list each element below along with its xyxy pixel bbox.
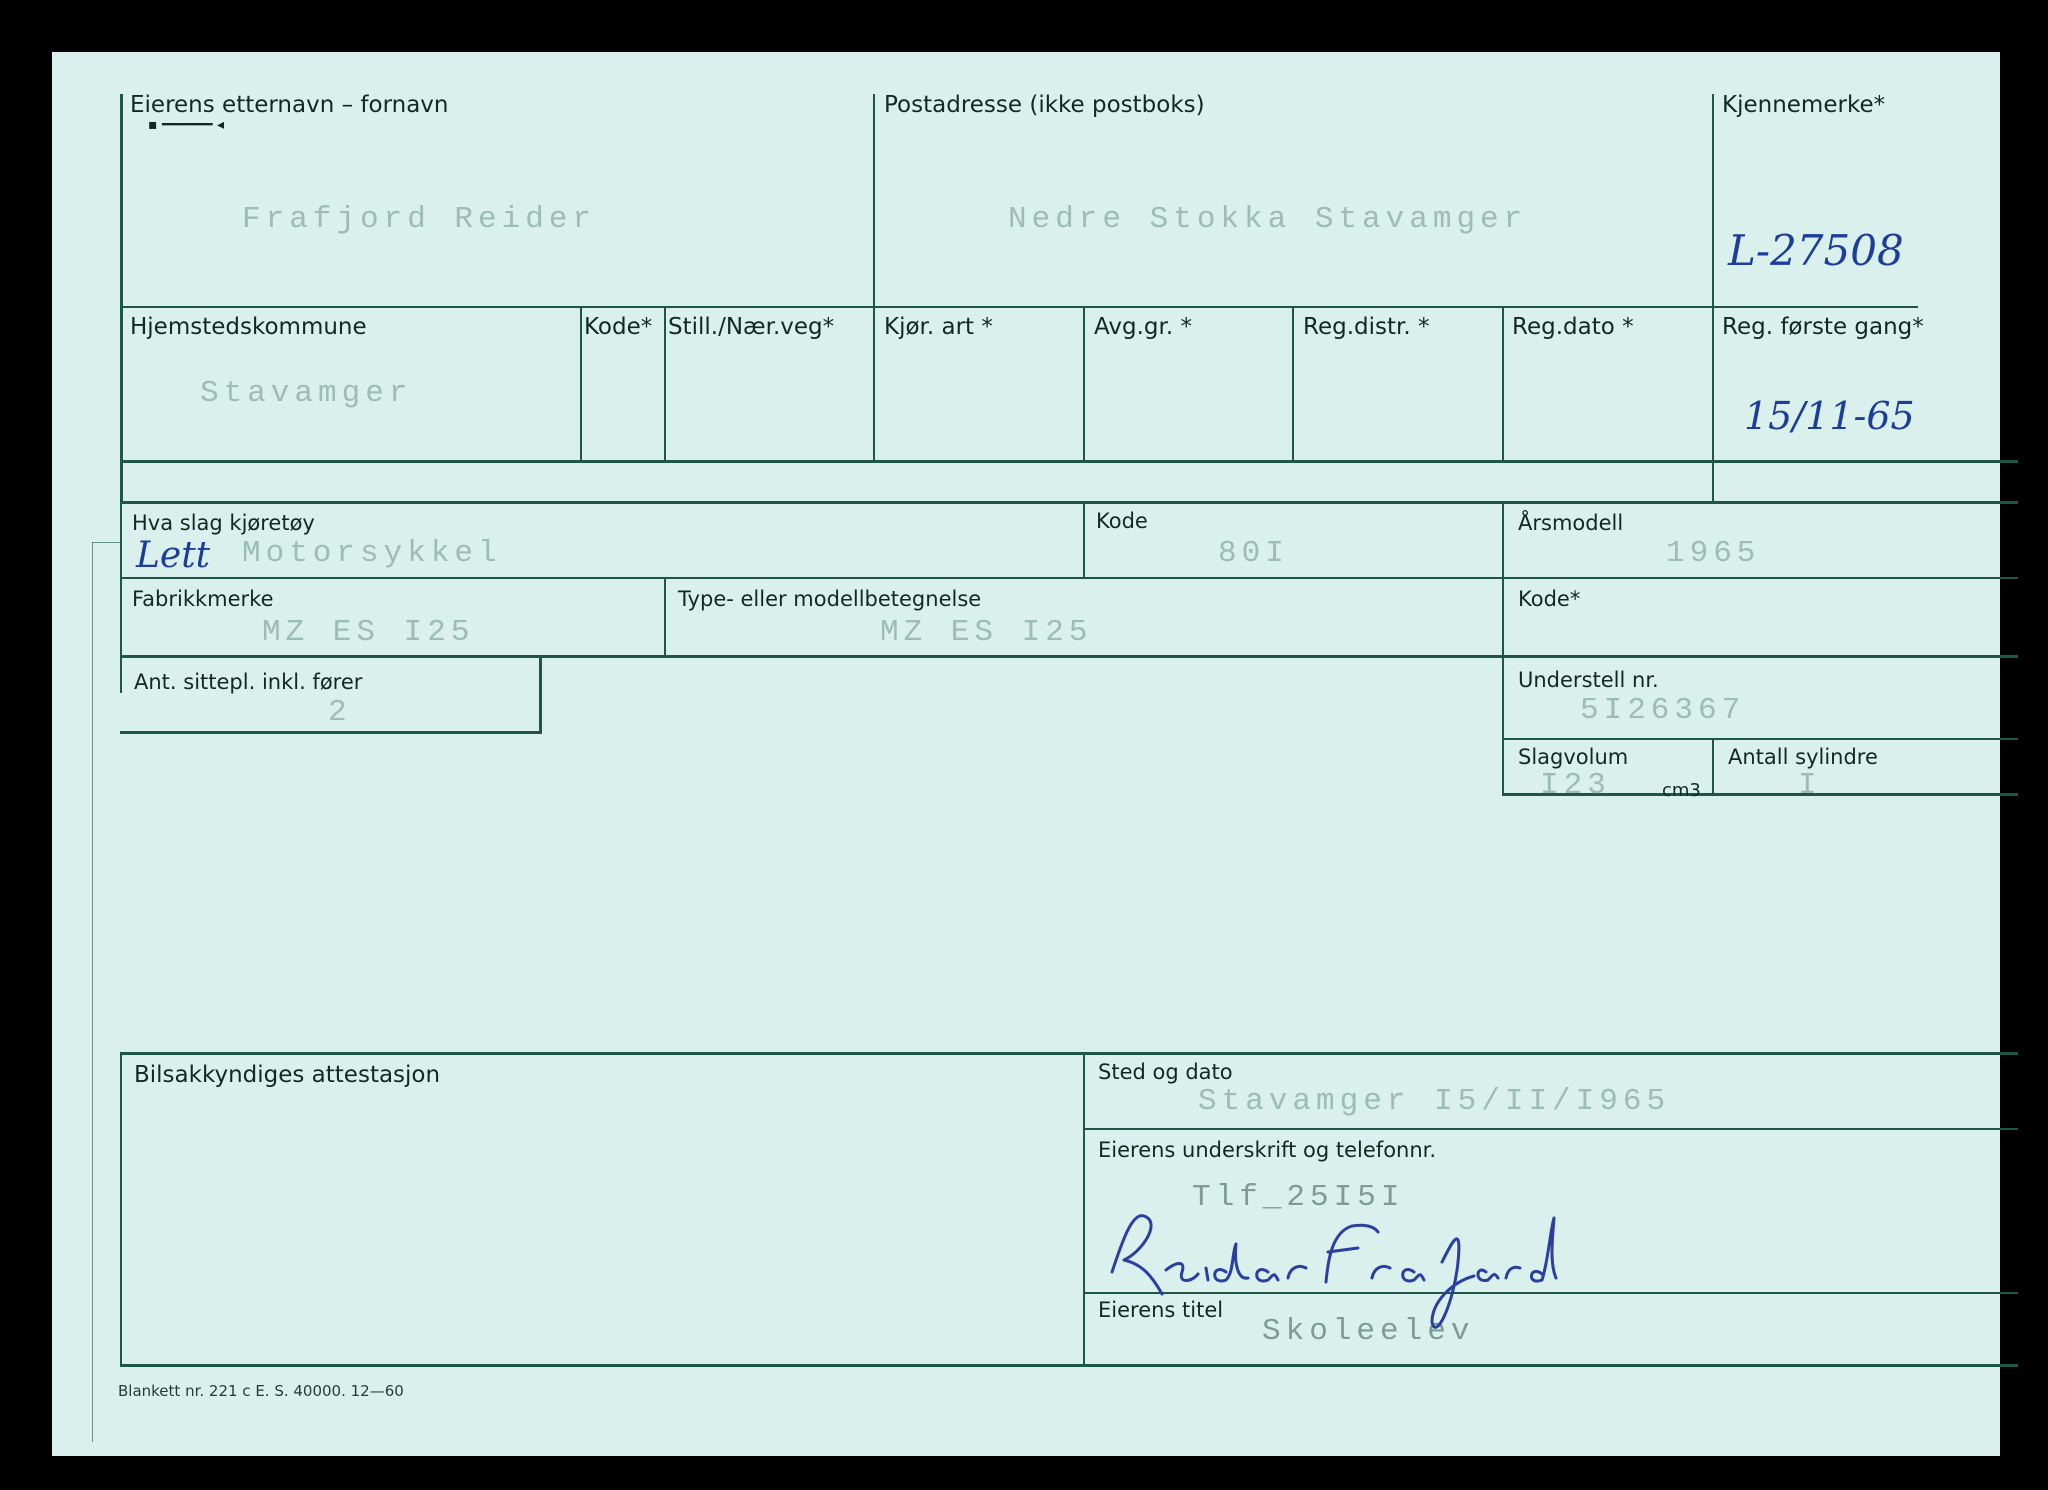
model-year-value: 1965 [1666,536,1761,571]
owner-name-value: Frafjord Reider [242,202,597,237]
volume-label: Slagvolum [1518,745,1629,769]
kjor-art-label: Kjør. art * [884,314,993,340]
vehicle-top-border [120,501,2018,504]
still-label: Still./Nær.veg* [668,314,835,340]
municipality-label: Hjemstedskommune [130,314,367,340]
sted-row-bottom [1083,1128,2018,1130]
vehicle-row2-bottom [120,655,2018,658]
divider-kind-kode [1083,504,1085,578]
avg-label: Avg.gr. * [1094,314,1192,340]
divider-address-plate [1712,94,1714,504]
phone-value: Tlf_25I5I [1192,1180,1405,1215]
reg-distr-label: Reg.distr. * [1303,314,1430,340]
seats-box-right [539,657,542,733]
vehicle-left-border [120,501,122,693]
seats-value: 2 [328,695,352,730]
place-date-value: Stavamger I5/II/I965 [1198,1084,1671,1119]
attest-bottom-border [120,1364,2018,1367]
address-label: Postadresse (ikke postboks) [884,92,1205,118]
vehicle-kind-handwritten: Lett [136,535,211,576]
divider-volume-cyl [1712,740,1714,794]
cylinders-value: I [1798,768,1822,803]
divider-make-type [664,579,666,656]
divider-kode [580,308,582,460]
divider-attest-sted [1083,1054,1085,1366]
model-year-label: Årsmodell [1518,511,1624,535]
volume-value: I23 [1540,768,1611,803]
kode2-label: Kode* [1518,587,1581,611]
chassis-label: Understell nr. [1518,668,1659,692]
row-divider-top-bottom [120,460,2018,463]
owner-mark: ▪ ━━━━━━ ◂ [148,117,224,133]
reg-dato-label: Reg.dato * [1512,314,1634,340]
vehicle-kode-value: 80I [1218,536,1289,571]
divider-regdato [1502,308,1504,460]
plate-label: Kjennemerke* [1722,92,1886,118]
make-label: Fabrikkmerke [132,587,274,611]
type-label: Type- eller modellbetegnelse [678,587,982,611]
signature-phone-label: Eierens underskrift og telefonnr. [1098,1138,1437,1162]
row-divider-top [120,306,1918,308]
owner-title-label: Eierens titel [1098,1298,1224,1322]
chassis-row-bottom [1502,738,2018,740]
first-reg-value: 15/11-65 [1744,394,1915,438]
vehicle-kind-value: Motorsykkel [242,536,502,571]
municipality-value: Stavamger [200,376,413,411]
divider-avg [1083,308,1085,460]
volume-unit: cm3 [1662,780,1701,801]
type-value: MZ ES I25 [880,615,1093,650]
margin-vertical-line [92,542,93,1442]
registration-card [52,52,2000,1456]
make-value: MZ ES I25 [262,615,475,650]
divider-still [664,308,666,460]
attestation-label: Bilsakkyndiges attestasjon [134,1062,441,1088]
seats-box-bottom [120,731,542,734]
divider-regdistr [1292,308,1294,460]
owner-signature [1102,1202,1562,1352]
attest-left-border [120,1052,122,1366]
address-value: Nedre Stokka Stavamger [1008,202,1528,237]
form-number: Blankett nr. 221 c E. S. 40000. 12—60 [118,1382,404,1400]
place-date-label: Sted og dato [1098,1060,1233,1084]
first-reg-label: Reg. første gang* [1722,314,1924,340]
owner-name-label: Eierens etternavn – fornavn [130,92,449,118]
kode-label: Kode* [584,314,653,340]
vehicle-row1-bottom [120,577,2018,579]
seats-label: Ant. sittepl. inkl. fører [134,670,363,694]
divider-kjor [873,308,875,460]
vehicle-kind-label: Hva slag kjøretøy [132,511,315,535]
divider-kode-year [1502,504,1504,794]
vehicle-kode-label: Kode [1096,509,1148,533]
attest-top-border [120,1052,2018,1055]
top-left-border [120,94,123,504]
plate-value: L-27508 [1728,226,1904,275]
chassis-value: 5I26367 [1580,693,1746,728]
margin-tick [92,542,120,543]
cylinders-label: Antall sylindre [1728,745,1878,769]
owner-title-value: Skoleelev [1262,1314,1475,1349]
